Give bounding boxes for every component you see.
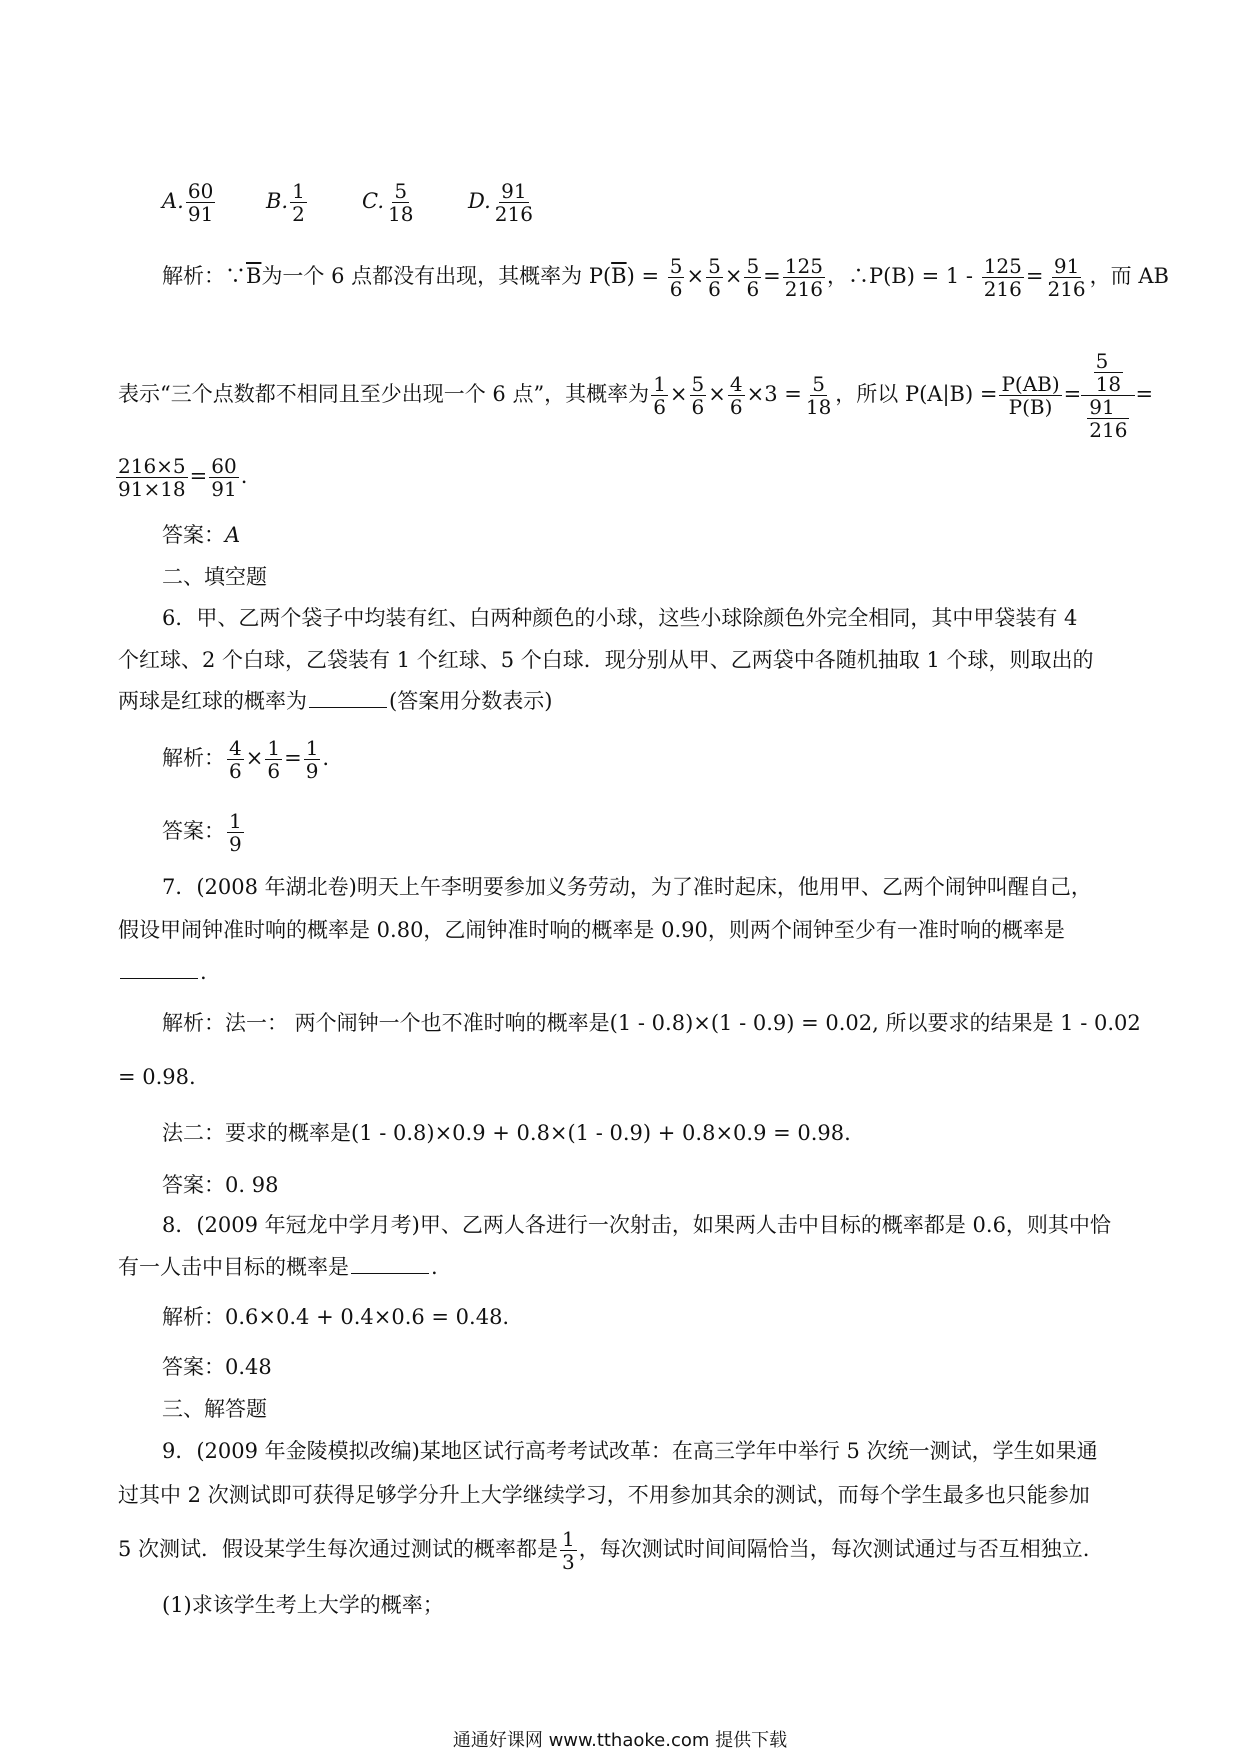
section-heading-solve: 三、解答题 [162,1397,267,1421]
fraction: $\frac{5}{6}$ [746,254,760,301]
option-fraction: $\frac{91}{216}$ [494,179,533,226]
page-footer: 通通好课网 www.tthaoke.com 提供下载 [452,1730,788,1751]
q5-solution-line-3: $\frac{216\times 5}{91\times 18}$ = $\frac{60}{91}$ . [118,454,248,501]
fraction: $\frac{1}{6}$ [267,736,281,783]
option-c [362,180,417,225]
fraction: $\frac{1}{3}$ [562,1527,575,1574]
fraction: $\frac{5}{18}$ [805,372,832,419]
q9-line-3: 5 次测试．假设某学生每次通过测试的概率都是 $\frac{1}{3}$ ，每次测试时间间隔恰当，每次测试通过与否互相独立. [118,1527,1090,1574]
fraction: $\frac{125}{216}$ [784,254,823,301]
answer-blank [309,689,387,708]
q9-line-1: 9．(2009 年金陵模拟改编)某地区试行高考考试改革：在高三学年中举行 5 次统一测试，学生如果通 [162,1439,1098,1463]
q7-solution-1: 解析：法一： 两个闹钟一个也不准时响的概率是(1 - 0.8)×(1 - 0.9) = 0.02, 所以要求的结果是 1 - 0.02 [162,1011,1141,1035]
fraction: $\frac{P(AB)}{P(B)}$ [1001,372,1060,419]
option-b [266,180,309,225]
nested-fraction [1083,350,1133,441]
fraction: $\frac{4}{6}$ [229,736,242,783]
option-letter: C. [362,189,384,213]
fraction: $\frac{91}{216}$ [1089,395,1128,442]
option-letter: D. [468,189,491,213]
q8-line-1: 8．(2009 年冠龙中学月考)甲、乙两人各进行一次射击，如果两人击中目标的概率都是 0.6，则其中恰 [162,1213,1111,1237]
q8-answer: 答案：0.48 [162,1355,272,1379]
option-d [468,180,537,225]
option-fraction: $\frac{5}{18}$ [388,179,414,226]
option-fraction: $\frac{1}{2}$ [292,179,305,226]
q9-part-1: (1)求该学生考上大学的概率； [162,1593,444,1617]
option-letter: B. [266,189,289,213]
fraction: $\frac{5}{18}$ [1095,349,1122,396]
option-fraction: $\frac{60}{91}$ [187,179,214,226]
q7-solution-1b: = 0.98. [118,1065,196,1089]
q6-line-2: 个红球、2 个白球，乙袋装有 1 个红球、5 个白球．现分别从甲、乙两袋中各随机抽取 1 个球，则取出的 [118,648,1094,672]
option-letter: A. [162,189,184,213]
q7-solution-2: 法二：要求的概率是(1 - 0.8)×0.9 + 0.8×(1 - 0.9) + 0.8×0.9 = 0.98. [162,1121,851,1145]
fraction: $\frac{125}{216}$ [983,254,1022,301]
answer-blank [120,960,198,979]
fraction: $\frac{5}{6}$ [669,254,683,301]
fraction: $\frac{5}{6}$ [708,254,721,301]
q5-solution-line-2: 表示“三个点数都不相同且至少出现一个 6 点”，其概率为 $\frac{1}{6}$ × $\frac{5}{6}$ × $\frac{4}{6}$ ×3 = $\frac{5}{18}$ ，所以 P(A|B) = $\frac{P(AB)}{P(B)}$ = $\frac{\frac{5}{18}}{\frac{91}{216}}$ = [118,349,1154,442]
q6-line-1: 6．甲、乙两个袋子中均装有红、白两种颜色的小球，这些小球除颜色外完全相同，其中甲袋装有 4 [162,606,1078,630]
option-a [162,180,217,225]
q8-line-2: 有一人击中目标的概率是 . [118,1255,438,1279]
fraction: $\frac{91}{216}$ [1047,254,1086,301]
fraction: $\frac{60}{91}$ [211,454,237,501]
fraction: $\frac{4}{6}$ [729,372,743,419]
answer-blank [351,1255,429,1274]
q9-line-2: 过其中 2 次测试即可获得足够学分升上大学继续学习，不用参加其余的测试，而每个学生最多也只能参加 [118,1483,1090,1507]
q8-solution: 解析：0.6×0.4 + 0.4×0.6 = 0.48. [162,1305,510,1329]
q7-line-2: 假设甲闹钟准时响的概率是 0.80，乙闹钟准时响的概率是 0.90，则两个闹钟至少有一准时响的概率是 [118,918,1065,942]
fraction: $\frac{1}{6}$ [653,372,666,419]
fraction: $\frac{5}{6}$ [691,372,705,419]
fraction: $\frac{216\times 5}{91\times 18}$ [118,454,186,501]
q6-solution: 解析： $\frac{4}{6}$ × $\frac{1}{6}$ = $\frac{1}{9}$ . [162,736,330,783]
q6-line-3: 两球是红球的概率为 (答案用分数表示) [118,689,553,713]
q5-answer: 答案：A [162,523,241,547]
fraction: $\frac{1}{9}$ [229,809,242,856]
q7-answer: 答案：0. 98 [162,1173,279,1197]
q5-solution-line-1: 解析：$\because\overline{B}$为一个 6 点都没有出现，其概率为 $P(\overline{B})$ = $\frac{5}{6}$ × $\frac{5}{6}$ × $\frac{5}{6}$ = $\frac{125}{216}$ ，∴P(B) = 1 - $\frac{125}{216}$ = $\frac{91}{216}$ ，而 AB [162,254,1169,301]
q7-line-1: 7．(2008 年湖北卷)明天上午李明要参加义务劳动，为了准时起床，他用甲、乙两个闹钟叫醒自己， [162,875,1092,899]
section-heading-fill-in: 二、填空题 [162,565,267,589]
q7-line-3: . [118,957,207,987]
fraction: $\frac{1}{9}$ [305,736,319,783]
q6-answer: 答案： $\frac{1}{9}$ [162,809,242,856]
